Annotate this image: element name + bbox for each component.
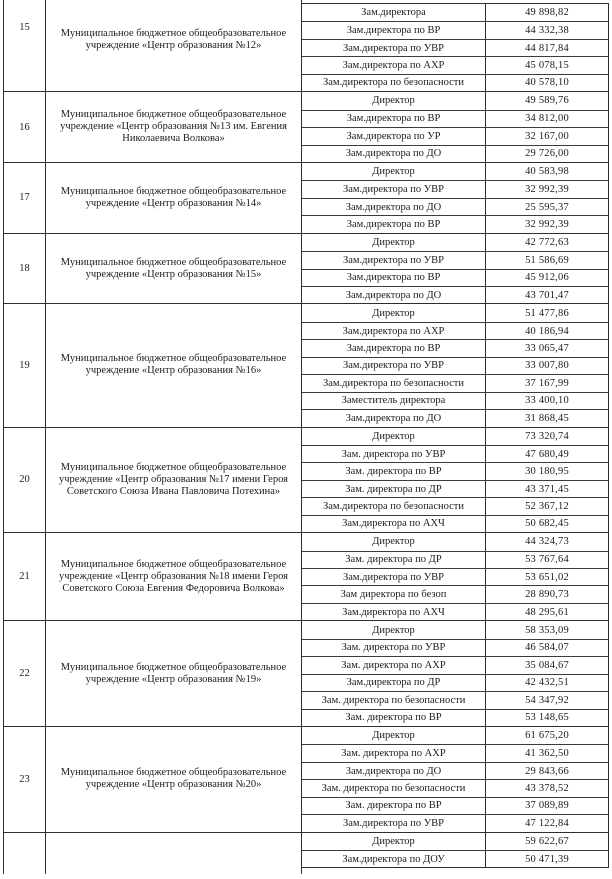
position-row <box>302 639 609 656</box>
salary-value: 35 084,67 <box>486 657 609 673</box>
institution-row <box>3 162 609 233</box>
salary-value: 45 912,06 <box>486 270 609 286</box>
position-rows <box>302 234 609 304</box>
position-row <box>302 180 609 197</box>
position-row <box>302 497 609 514</box>
row-number-cell <box>3 727 46 832</box>
position-row <box>302 269 609 286</box>
position-row <box>302 797 609 814</box>
position-title: Зам.директора по УР <box>302 128 486 144</box>
position-row <box>302 251 609 268</box>
position-title: Директор <box>302 833 486 850</box>
salary-value: 30 180,95 <box>486 463 609 479</box>
position-row <box>302 21 609 38</box>
position-title: Директор <box>302 428 486 445</box>
institution-name: Муниципальное бюджетное общеобразовательное учреждение «Центр образования №16» <box>60 353 287 377</box>
position-title: Зам. директора по АХР <box>302 745 486 761</box>
salary-value: 47 122,84 <box>486 815 609 831</box>
salary-value: 44 324,73 <box>486 533 609 550</box>
position-row <box>302 39 609 56</box>
institution-row <box>3 532 609 620</box>
position-row <box>302 814 609 831</box>
salary-value: 59 622,67 <box>486 833 609 850</box>
salary-value: 33 400,10 <box>486 393 609 409</box>
salary-value: 37 089,89 <box>486 798 609 814</box>
salary-value: 37 167,99 <box>486 375 609 391</box>
institution-row <box>3 233 609 304</box>
position-rows <box>302 163 609 233</box>
position-rows <box>302 92 609 162</box>
position-title: Зам.директора по АХЧ <box>302 516 486 532</box>
position-row <box>302 621 609 638</box>
position-row <box>302 762 609 779</box>
position-title: Зам. директора по ВР <box>302 463 486 479</box>
institution-row <box>3 303 609 426</box>
position-title: Зам.директора по УВР <box>302 40 486 56</box>
position-title: Заместитель директора <box>302 393 486 409</box>
institution-cell <box>46 428 302 533</box>
position-rows <box>302 533 609 620</box>
position-title: Зам.директора по ВР <box>302 111 486 127</box>
position-row <box>302 603 609 620</box>
institution-name: Муниципальное бюджетное общеобразовательное учреждение «Центр образования №14» <box>60 185 287 209</box>
row-number: 22 <box>19 668 30 680</box>
salary-value: 40 583,98 <box>486 163 609 180</box>
salary-value: 45 078,15 <box>486 57 609 73</box>
salary-value: 25 595,37 <box>486 199 609 215</box>
row-number: 15 <box>19 22 30 34</box>
position-row <box>302 656 609 673</box>
institution-cell <box>46 833 302 875</box>
position-title: Зам. директора по ВР <box>302 798 486 814</box>
salary-value: 51 477,86 <box>486 304 609 321</box>
salary-value: 40 578,10 <box>486 75 609 91</box>
position-title: Зам. директора по УВР <box>302 640 486 656</box>
salary-value: 43 701,47 <box>486 287 609 303</box>
institution-row <box>3 726 609 832</box>
position-title: Зам.директора по УВР <box>302 181 486 197</box>
position-title: Зам.директора по ДР <box>302 675 486 691</box>
position-title: Директор <box>302 163 486 180</box>
institution-cell <box>46 304 302 426</box>
position-row <box>302 392 609 409</box>
salary-value: 43 378,52 <box>486 780 609 796</box>
position-title: Зам. директора по ВР <box>302 710 486 726</box>
salary-value: 53 767,64 <box>486 552 609 568</box>
salary-value: 44 332,38 <box>486 22 609 38</box>
position-row <box>302 4 609 21</box>
position-title: Зам.директора <box>302 4 486 21</box>
salary-value: 29 843,66 <box>486 763 609 779</box>
row-number: 17 <box>19 192 30 204</box>
position-rows <box>302 428 609 533</box>
institution-name: Муниципальное бюджетное общеобразовательное учреждение «Центр образования №15» <box>60 256 287 280</box>
position-row <box>302 163 609 180</box>
position-title: Зам. директора по ДР <box>302 481 486 497</box>
institution-name: Муниципальное бюджетное общеобразовательное учреждение «Центр образования №19» <box>60 661 287 685</box>
salary-value: 46 584,07 <box>486 640 609 656</box>
position-row <box>302 833 609 850</box>
position-title: Директор <box>302 304 486 321</box>
position-row <box>302 374 609 391</box>
salary-value: 50 682,45 <box>486 516 609 532</box>
salary-value: 49 898,82 <box>486 4 609 21</box>
institution-cell <box>46 0 302 91</box>
position-title: Зам.директора по УВР <box>302 358 486 374</box>
position-row <box>302 462 609 479</box>
position-title: Зам.директора по безопасности <box>302 498 486 514</box>
position-title: Зам.директора по ВР <box>302 340 486 356</box>
institution-name: Муниципальное бюджетное общеобразовательное учреждение «Центр образования №18 имени Героя Советского Союза Евгения Федоровича Волкова» <box>59 558 288 594</box>
institution-cell <box>46 234 302 304</box>
position-title: Зам.директора по ДОУ <box>302 851 486 867</box>
position-title: Зам. директора по безопасности <box>302 780 486 796</box>
position-row <box>302 515 609 532</box>
position-row <box>302 110 609 127</box>
institution-row <box>3 91 609 162</box>
row-number-cell <box>3 621 46 726</box>
position-row <box>302 551 609 568</box>
position-title: Зам.директора по ДО <box>302 146 486 162</box>
salary-value: 49 589,76 <box>486 92 609 109</box>
salary-value: 42 432,51 <box>486 675 609 691</box>
position-title: Зам. директора по ДР <box>302 552 486 568</box>
position-title: Директор <box>302 727 486 744</box>
position-title: Зам.директора по УВР <box>302 815 486 831</box>
position-title: Зам. директора по УВР <box>302 446 486 462</box>
position-title: Зам.директора по АХЧ <box>302 604 486 620</box>
position-title: Директор <box>302 92 486 109</box>
position-title: Зам.директора по ВР <box>302 270 486 286</box>
institution-row <box>3 620 609 726</box>
row-number-cell <box>3 533 46 620</box>
row-number-cell <box>3 304 46 426</box>
position-title: Зам.директора по ДО <box>302 199 486 215</box>
salary-value: 50 471,39 <box>486 851 609 867</box>
position-row <box>302 127 609 144</box>
position-row <box>302 585 609 602</box>
position-row <box>302 727 609 744</box>
position-row <box>302 56 609 73</box>
row-number-cell <box>3 92 46 162</box>
position-rows <box>302 304 609 426</box>
salary-value: 29 726,00 <box>486 146 609 162</box>
row-number-cell <box>3 428 46 533</box>
position-title: Директор <box>302 621 486 638</box>
salary-value: 51 586,69 <box>486 252 609 268</box>
position-row <box>302 691 609 708</box>
row-number: 23 <box>19 773 30 785</box>
position-row <box>302 850 609 867</box>
position-rows <box>302 833 609 869</box>
position-title: Зам. директора по безопасности <box>302 692 486 708</box>
salary-value: 73 320,74 <box>486 428 609 445</box>
position-row <box>302 568 609 585</box>
position-row <box>302 357 609 374</box>
salary-value: 43 371,45 <box>486 481 609 497</box>
salary-value: 53 148,65 <box>486 710 609 726</box>
institution-row <box>3 0 609 91</box>
salary-value: 42 772,63 <box>486 234 609 251</box>
salary-value: 41 362,50 <box>486 745 609 761</box>
position-title: Директор <box>302 234 486 251</box>
row-number: 16 <box>19 121 30 133</box>
position-title: Зам.директора по ДО <box>302 287 486 303</box>
position-title: Зам.директора по безопасности <box>302 375 486 391</box>
institution-cell <box>46 533 302 620</box>
salary-value: 53 651,02 <box>486 569 609 585</box>
salary-value: 47 680,49 <box>486 446 609 462</box>
institution-name: Муниципальное бюджетное общеобразовательное учреждение «Центр образования №12» <box>60 27 287 51</box>
institution-row <box>3 427 609 533</box>
position-title: Директор <box>302 533 486 550</box>
row-number-cell <box>3 833 46 875</box>
position-row <box>302 92 609 109</box>
position-row <box>302 428 609 445</box>
salary-value: 52 367,12 <box>486 498 609 514</box>
position-row <box>302 304 609 321</box>
position-title: Зам.директора по ДО <box>302 763 486 779</box>
position-row <box>302 74 609 91</box>
position-row <box>302 339 609 356</box>
salary-value: 32 992,39 <box>486 181 609 197</box>
salary-value: 48 295,61 <box>486 604 609 620</box>
position-row <box>302 145 609 162</box>
position-row <box>302 480 609 497</box>
row-number-cell <box>3 234 46 304</box>
position-title: Зам директора по безоп <box>302 586 486 602</box>
salary-value: 34 812,00 <box>486 111 609 127</box>
position-title: Зам.директора по ВР <box>302 22 486 38</box>
salary-value: 58 353,09 <box>486 621 609 638</box>
position-rows <box>302 621 609 726</box>
row-number: 21 <box>19 571 30 583</box>
position-rows <box>302 3 609 91</box>
position-title: Зам.директора по ВР <box>302 216 486 232</box>
institution-name: Муниципальное бюджетное общеобразовательное учреждение «Центр образования №13 им. Евгения Николаевича Волкова» <box>60 109 287 145</box>
position-title: Зам.директора по АХР <box>302 323 486 339</box>
position-row <box>302 215 609 232</box>
row-number: 19 <box>19 359 30 371</box>
row-number-cell <box>3 163 46 233</box>
position-row <box>302 709 609 726</box>
salary-value: 32 992,39 <box>486 216 609 232</box>
position-title: Зам.директора по ДО <box>302 410 486 426</box>
position-title: Зам. директора по АХР <box>302 657 486 673</box>
salary-table <box>3 0 609 874</box>
salary-value: 40 186,94 <box>486 323 609 339</box>
salary-value: 61 675,20 <box>486 727 609 744</box>
institution-name: Муниципальное бюджетное общеобразовательное учреждение «Центр образования №20» <box>60 767 287 791</box>
row-number: 20 <box>19 474 30 486</box>
institution-row <box>3 832 609 875</box>
row-number: 18 <box>19 263 30 275</box>
position-row <box>302 322 609 339</box>
salary-value: 28 890,73 <box>486 586 609 602</box>
salary-value: 33 007,80 <box>486 358 609 374</box>
position-row <box>302 674 609 691</box>
position-row <box>302 533 609 550</box>
row-number-cell <box>3 0 46 91</box>
position-title: Зам.директора по безопасности <box>302 75 486 91</box>
salary-value: 54 347,92 <box>486 692 609 708</box>
position-rows <box>302 727 609 832</box>
institution-cell <box>46 163 302 233</box>
position-title: Зам.директора по УВР <box>302 252 486 268</box>
position-title: Зам.директора по УВР <box>302 569 486 585</box>
position-title: Зам.директора по АХР <box>302 57 486 73</box>
salary-value: 33 065,47 <box>486 340 609 356</box>
institution-cell <box>46 92 302 162</box>
salary-value: 32 167,00 <box>486 128 609 144</box>
position-row <box>302 234 609 251</box>
position-row <box>302 445 609 462</box>
salary-value: 31 868,45 <box>486 410 609 426</box>
position-row <box>302 198 609 215</box>
position-row <box>302 779 609 796</box>
salary-value: 44 817,84 <box>486 40 609 56</box>
position-row <box>302 744 609 761</box>
institution-cell <box>46 621 302 726</box>
institution-name: Муниципальное бюджетное общеобразовательное учреждение «Центр образования №17 имени Героя Советского Союза Ивана Павловича Потехина» <box>59 461 288 497</box>
institution-cell <box>46 727 302 832</box>
position-row <box>302 409 609 426</box>
position-row <box>302 286 609 303</box>
